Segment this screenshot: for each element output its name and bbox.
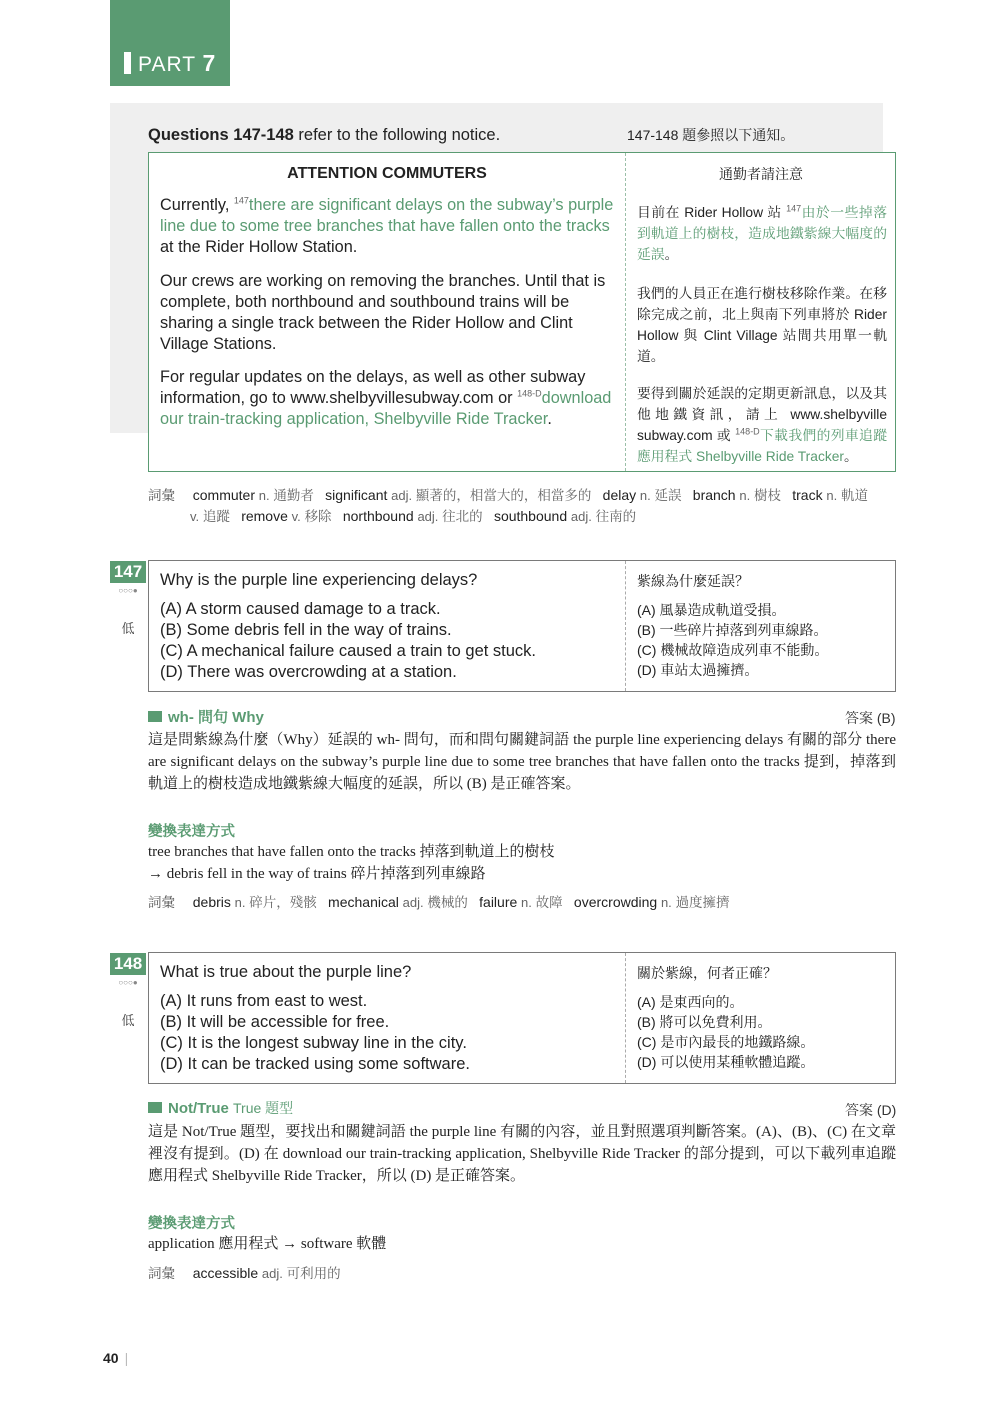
vocab-entry: remove v. 移除 — [241, 508, 332, 524]
vocab-entry: northbound adj. 往北的 — [342, 508, 483, 524]
notice-title-zh: 通勤者請注意 — [719, 166, 803, 182]
zh1-pre: 目前在 Rider Hollow 站 — [637, 205, 787, 220]
vocab-entry: mechanical adj. 機械的 — [328, 894, 468, 910]
notice-paragraph-2: Our crews are working on removing the branches. Until that is complete, both northbound and southbound trains will be sharing a single track between the Rider Hollow and Clint Village Stations. — [160, 272, 606, 353]
section-square-icon — [148, 1102, 162, 1113]
p3-post: . — [547, 410, 552, 428]
questions-heading — [148, 126, 500, 145]
questions-heading-zh: 147-148 題參照以下通知。 — [627, 127, 795, 143]
paraphrase-line-1: application 應用程式 → software 軟體 — [148, 1236, 387, 1252]
notice-zh-paragraph-3 — [637, 383, 887, 467]
section-title: wh- 問句 Why — [168, 709, 264, 726]
vocab-entry: debris n. 碎片，殘骸 — [192, 894, 317, 910]
notice-zh-paragraph-1 — [637, 202, 887, 265]
question-number-147: 147 — [110, 561, 146, 583]
questions-heading-rest: refer to the following notice. — [293, 126, 501, 144]
page-number — [103, 1350, 128, 1366]
option-a-zh: (A) 風暴造成軌道受損。 — [637, 602, 786, 618]
vocab-entry: significant adj. 顯著的，相當大的，相當多的 — [325, 487, 592, 503]
question-box-148 — [148, 952, 896, 1084]
zh-ref-148d: 148-D — [735, 426, 760, 437]
option-c: (C) It is the longest subway line in the city. — [160, 1034, 467, 1052]
paraphrase-line-1: tree branches that have fallen onto the tracks 掉落到軌道上的樹枝 — [148, 844, 555, 860]
p1-post: at the Rider Hollow Station. — [160, 238, 358, 256]
vocab-entry: track n. 軌道 — [792, 487, 868, 503]
ref-148d: 148-D — [517, 388, 542, 399]
part-label — [138, 50, 216, 77]
option-d-zh: (D) 可以使用某種軟體追蹤。 — [637, 1054, 815, 1070]
question-box-147 — [148, 560, 896, 692]
vocab-line-1 — [148, 485, 908, 506]
vocab-line-2 — [148, 506, 908, 527]
answer-148: 答案 (D) — [845, 1102, 897, 1118]
notice-vocab — [148, 485, 908, 527]
column-divider — [625, 153, 626, 471]
difficulty-label: 低 — [121, 621, 135, 636]
column-divider — [625, 561, 626, 691]
question-text: Why is the purple line experiencing delays? — [160, 571, 478, 589]
part-tab-bar — [124, 52, 131, 74]
difficulty-dots: ○○○● — [118, 978, 138, 987]
page-number-value: 40 — [103, 1350, 119, 1366]
answer-147: 答案 (B) — [845, 710, 896, 726]
option-c: (C) A mechanical failure caused a train to get stuck. — [160, 642, 537, 660]
option-c-zh: (C) 是市內最長的地鐵路線。 — [637, 1034, 815, 1050]
vocab-entry: commuter n. 通勤者 — [192, 487, 314, 503]
p3-highlight: download our train-tracking application, Shelbyville Ride Tracker — [160, 389, 612, 428]
vocab-entry: accessible adj. 可利用的 — [192, 1265, 341, 1281]
paraphrase-title-147: 變換表達方式 — [148, 824, 235, 840]
option-d: (D) There was overcrowding at a station. — [160, 663, 457, 681]
section-subtitle: True 題型 — [233, 1100, 294, 1116]
vocab-entry: v. 追蹤 — [190, 509, 230, 524]
vocab-label: 詞彙 — [148, 895, 175, 910]
page-divider: | — [124, 1350, 129, 1366]
part-tab — [110, 0, 230, 86]
paraphrase-line-2: → debris fell in the way of trains 碎片掉落到列車線路 — [148, 866, 486, 882]
section-square-icon — [148, 711, 162, 722]
explanation-148: 這是 Not/True 題型，要找出和關鍵詞語 the purple line 有關的內容，並且對照選項判斷答案。(A)、(B)、(C) 在文章裡沒有提到。(D) 在 download our train-tracking application, Shelbyville Ride Tracker 的部分提到，可以下載列車追蹤應用程式 Shelbyville Ride Tracker，所以 (D) 是正確答案。 — [148, 1124, 896, 1184]
notice-zh-paragraph-2: 我們的人員正在進行樹枝移除作業。在移除完成之前，北上與南下列車將於 Rider Hollow 與 Clint Village 站間共用單一軌道。 — [637, 286, 887, 364]
section-heading-147 — [148, 706, 264, 727]
question-text-zh: 關於紫線，何者正確？ — [637, 965, 777, 981]
zh3-pre: 要得到關於延誤的定期更新訊息，以及其他地鐵資訊，請上 www.shelbyville subway.com 或 — [637, 386, 887, 443]
vocab-entry: southbound adj. 往南的 — [493, 508, 637, 524]
ref-147: 147 — [233, 195, 249, 206]
difficulty-label: 低 — [121, 1013, 135, 1028]
option-c-zh: (C) 機械故障造成列車不能動。 — [637, 642, 829, 658]
vocab-entry: failure n. 故障 — [479, 894, 563, 910]
option-b-zh: (B) 一些碎片掉落到列車線路。 — [637, 622, 828, 638]
p1-pre: Currently, — [160, 196, 234, 214]
question-text: What is true about the purple line? — [160, 963, 412, 981]
column-divider — [625, 953, 626, 1083]
option-a-zh: (A) 是東西向的。 — [637, 994, 744, 1010]
questions-heading-bold: Questions 147-148 — [148, 126, 294, 144]
zh3-post: 。 — [844, 449, 858, 464]
option-d: (D) It can be tracked using some software. — [160, 1055, 470, 1073]
option-a: (A) A storm caused damage to a track. — [160, 600, 441, 618]
option-a: (A) It runs from east to west. — [160, 992, 368, 1010]
notice-paragraph-3 — [160, 367, 615, 430]
question-number-148: 148 — [110, 953, 146, 975]
option-b-zh: (B) 將可以免費利用。 — [637, 1014, 772, 1030]
option-b: (B) It will be accessible for free. — [160, 1013, 390, 1031]
vocab-entry: delay n. 延誤 — [602, 487, 682, 503]
paraphrase-title-148: 變換表達方式 — [148, 1216, 235, 1232]
p1-highlight: there are significant delays on the subway’s purple line due to some tree branches that have fallen onto the tracks — [160, 196, 614, 235]
part-number: 7 — [202, 50, 217, 76]
section-title: Not/True — [168, 1100, 229, 1117]
vocab-label: 詞彙 — [148, 488, 175, 503]
vocab-147 — [148, 892, 730, 913]
vocab-148 — [148, 1263, 341, 1284]
zh1-highlight: 由於一些掉落到軌道上的樹枝，造成地鐵紫線大幅度的延誤 — [637, 205, 887, 262]
notice-paragraph-1 — [160, 195, 615, 258]
vocab-label: 詞彙 — [148, 1266, 175, 1281]
zh1-post: 。 — [664, 247, 679, 262]
notice-box — [148, 152, 896, 472]
option-b: (B) Some debris fell in the way of trains. — [160, 621, 452, 639]
option-d-zh: (D) 車站太過擁擠。 — [637, 662, 759, 678]
difficulty-dots: ○○○● — [118, 586, 138, 595]
notice-title: ATTENTION COMMUTERS — [287, 165, 487, 182]
vocab-entry: overcrowding n. 過度擁擠 — [573, 894, 730, 910]
zh3-highlight: 下載我們的列車追蹤應用程式 Shelbyville Ride Tracker — [637, 428, 887, 464]
p3-pre: For regular updates on the delays, as well as other subway information, go to www.shelbyvillesubway.com or — [160, 368, 586, 407]
question-text-zh: 紫線為什麼延誤？ — [637, 573, 749, 589]
section-heading-148 — [148, 1098, 293, 1118]
part-label-text: PART — [138, 53, 196, 76]
vocab-entry: branch n. 樹枝 — [692, 487, 781, 503]
explanation-147: 這是問紫線為什麼（Why）延誤的 wh- 問句，而和問句關鍵詞語 the purple line experiencing delays 有關的部分 there are significant delays on the subway’s purple line due to some tree branches that have fallen onto the tracks 提到，掉落到軌道上的樹枝造成地鐵紫線大幅度的延誤，所以 (B) 是正確答案。 — [148, 732, 896, 792]
zh-ref-147: 147 — [786, 203, 802, 214]
